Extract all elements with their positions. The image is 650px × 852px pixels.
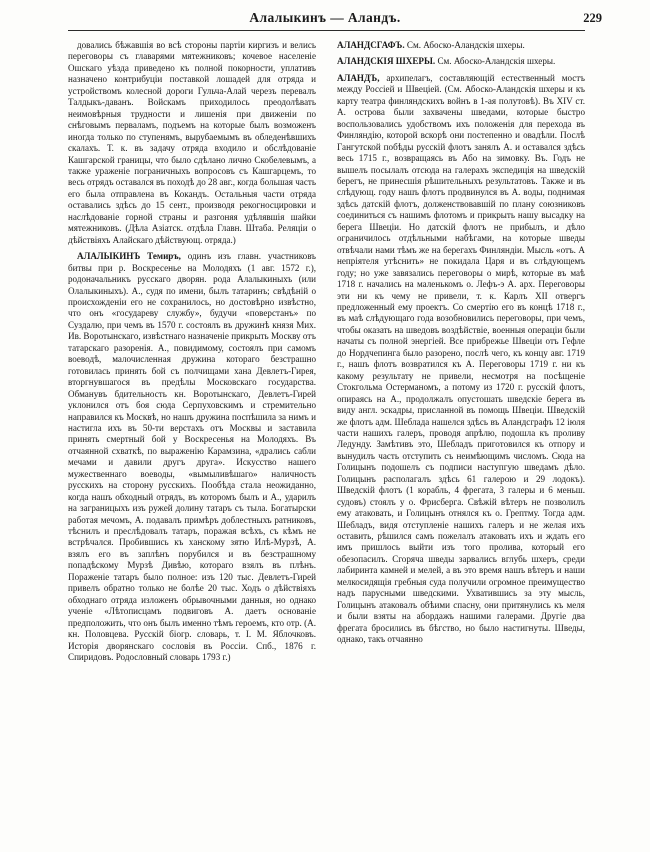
entry-headword: АЛАНДСГАФЪ. [337, 40, 405, 50]
page-number: 229 [583, 11, 602, 25]
right-column [337, 40, 585, 840]
entry-headword: АЛАНДЪ, [337, 72, 380, 83]
entry-body: См. Абоско-Аландскія шхеры. [406, 40, 525, 50]
left-column [68, 40, 316, 840]
entry-alandsgraf [337, 40, 585, 51]
header-rule [68, 30, 585, 31]
entry-body: одинъ изъ главн. участниковъ битвы при р. Воскресенье на Молодяхъ (1 авг. 1572 г.), родоначальникъ русскаго дворян. рода Алалыкиныхъ (или Олалыкиныхъ). А., судя по имени, былъ татаринъ; свѣдѣній о происхожденіи его не сохранилось, но достовѣрно извѣстно, что онъ «государеву службу», будучи «поверстанъ» по Суздалю, при чемъ въ 1570 г. состоялъ въ дружинѣ князя Мих. Ив. Воротынскаго, извѣстнаго назначеніе прикрыть Москву отъ татарскаго разоренія. А., повидимому, состоялъ при самомъ воеводѣ, малочисленная дружина котораго безстрашно готовилась принять бой съ полчищами хана Девлетъ-Гирея, вторгнувшагося въ предѣлы Московскаго государства. Обманувъ бдительность кн. Воротынскаго, Девлетъ-Гирей уклонился отъ боя сюда Серпуховскимъ и стремительно направился къ Москвѣ, но нашъ дружина поспѣшила за нимъ и настигла ихъ въ 50-ти верстахъ отъ Москвы и заставила принять смертный бой у Воскресенья на Молодяхъ. Въ отчаянной схваткѣ, по выраженію Карамзина, «дрались сабли мечами и давили другъ друга». Искусство нашего мужественнаго воеводы, «вымыливѣшаго» наличность русскихъ на сторону русскихъ. Пообѣда стала неожиданно, когда нашъ обходный отрядъ, въ которомъ былъ и А., ударилъ на заграницыхъ изъ ружей долину татаръ съ тыла. Богатырски работая мечомъ, А. подавалъ примѣръ доблестныхъ ратниковъ, тѣснилъ и преслѣдовалъ татаръ, поражая всѣхъ, съ кѣмъ не встрѣчался. Пробившись къ ханскому зятю Илѣ-Мурзѣ, А. взялъ его въ заплѣнъ порубился и въ безстрашному попадѣскому Мурзѣ Дивѣю, котораго взялъ въ плѣнъ. Пораженіе татаръ было полное: изъ 120 тыс. Девлетъ-Гирей привелъ обратно только не болѣе 20 тыс. Ходъ о дѣйствіяхъ обходнаго отряда изложенъ обрывочными данныя, но однако ученіе «Лѣтописцамъ подвиговъ А. даетъ основаніе предположить, что онъ былъ именно тѣмъ героемъ, кто отр. (А. кн. Половцева. Русскій біогр. словарь, т. І. М. Яблочковъ. Исторія дворянскаго сословія въ Россіи. Спб., 1876 г. Спиридовъ. Родословный словарь 1793 г.) [68, 251, 316, 663]
entry-body: архипелагъ, составляющій естественный мостъ между Россіей и Швеціей. (См. Абоско-Аландскія шхеры и къ карту театра финляндскихъ войнъ в 1-ая полутовѣ). Въ XIV ст. А. острова были захвачены шведами, которые быстро воспользовались удобствомъ ихъ положенія для перехода въ Финляндію, которой вскорѣ они постепенно и овадѣли. Послѣ Гангутской побѣды русскій флотъ занялъ А. и оставался здѣсь весь 1715 г., возвращаясь въ Або на зимовку. Въ. Годъ не вышелъ посылалъ отсюда на галерахъ экспедиція на шведскій берегъ, не принесшія рѣшительныхъ результатовъ. Также и въ слѣдующ. году нашъ флотъ продвинулся въ А. воды, поднимая здѣсь датскій флотъ, долженствовавшій по плану союзниковъ соединиться съ нашимъ флотомъ и прикрыть нашу высадку на берега Швеціи. Но датскій флотъ не прибылъ, и дѣло ограничилось отдѣльными набѣгами, на которые шведы отвѣчали нами тѣмъ же на берегахъ Финляндіи. Мысль «отъ. А непріятеля утѣснить» не покидала Царя и въ слѣдующемъ году; но уже завязались переговоры о мирѣ, которые въ маѣ 1718 г. начались на маленькомъ о. Лефъ-э А. арх. Переговоры эти ни къ чему не привели, т. к. Карлъ XII отвергъ предложенный ему проектъ. Со смертію его въ концѣ 1718 г., въ маѣ слѣдующаго года возобновились переговоры, при чемъ, чтобы оказать на шведовъ воздѣйствіе, военныя операціи были начаты съ полной энергіей. Все прибрежье Швеціи отъ Гефле до Нордчепинга было разорено, послѣ чего, къ концу авг. 1719 г., нашъ флотъ возвратился къ А. Переговоры 1719 г. ни къ какому результату не привели, несмотря на посѣщеніе Стокгольма Остерманомъ, а потому из 1720 г. русскій флотъ, опираясь на А., продолжалъ опустошать шведскіе берега въ виду англ. эскадры, присланной въ помощь Швеціи. Шведскій же флотъ адм. Шеблада нашелся здѣсь въ Аландсграфъ 12 іюля части нашихъ галеръ, проводя апрѣлю, подошла къ проливу Ледунду. Замѣтивъ это, Шебладъ приготовился къ отпору и вынудилъ часть отступить съ неимѣющимъ числомъ. Сюда на Голицынъ подошелъ съ подписи наступгую шведамъ дѣло. Голицынъ располагалъ здѣсь 61 галерою и 29 лодокъ). Шведскій флотъ (1 корабль, 4 фрегата, 3 галеры и 6 меньш. судовъ) стоялъ у о. Фрисберга. Свѣжій вѣтеръ не позволилъ ему атаковать, и Голицынъ отнялся къ о. Грептму. Тогда адм. Шебладъ, видя отступленіе нашихъ галеръ и не желая ихъ оставить, рѣшился самъ пожелалъ атаковать ихъ и ждать его имъ пришлось выйти изъ того пролива, который его обезопасилъ. Сгоряча шведы зарвались вглубь шхеръ, среди лабиринта камней и мелей, а въ это время нашъ вѣтеръ и наши мелкосидящія гребныя суда получили огромное преимущество надъ парусными шведскими. Ухватившись за эту мысль, Голицынъ атаковалъ обѣими спасну, они притянулись къ меля и были взяты на абордажъ нашими галерами. Другіе два фрегата бросились въ бѣгство, но было настигнуты. Шведы, однако, такъ отчаянно [337, 72, 585, 645]
entry-headword: АЛАНДСКІЯ ШХЕРЫ. [337, 56, 436, 67]
running-head: Алалыкинъ — Аландъ. [249, 10, 401, 25]
entry-body: См. Абоско-Аландскія шхеры. [437, 56, 556, 67]
page-header [60, 10, 602, 32]
entry-aland [337, 73, 585, 646]
paragraph: довались бѣжавшія во всѣ стороны партіи киргизъ и велись переговоры съ главарями мятежниковъ; кочевое населеніе Ошскаго уѣзда приведено къ полной покорности, уплативъ назначено контрибуціи поставкой лошадей для отряда и устройствомъ колесной дороги Гульча-Алай черезъ перевалъ Талдыкъ-даванъ. Войскамъ приходилось преодолѣвать неимовѣрныя трудности и лишенія при движеніи по снѣговымъ перваламъ, подъемъ на которые былъ возможенъ иногда только по ступенямъ, вырубаемымъ въ обледенѣвшихъ скалахъ. Т. к. въ задачу отряда входило и обслѣдованіе Кашгарской границы, что было сдѣлано лично Скобелевымъ, а также ураженіе пограничныхъ вопросовъ съ Кашгарцемъ, то весь отрядъ оставался въ походѣ до 28 авг., когда большая часть его была отправлена въ Кокандъ. Остальныя части отряда оставались здѣсь до 15 сент., производя рекогносцировки и наслѣдованіе горной страны и разгоняя удѣлявшія шайки мятежниковъ. (Дѣла Азіатск. отдѣла Главн. Штаба. Реляціи о дѣйствіяхъ Алайскаго дѣйствующ. отряда.) [68, 40, 316, 245]
text-columns [68, 40, 585, 840]
entry-headword: АЛАЛЫКИНЪ Темиръ, [77, 251, 181, 262]
entry-alandskie-shhery [337, 56, 585, 67]
entry-alalykin [68, 251, 316, 663]
